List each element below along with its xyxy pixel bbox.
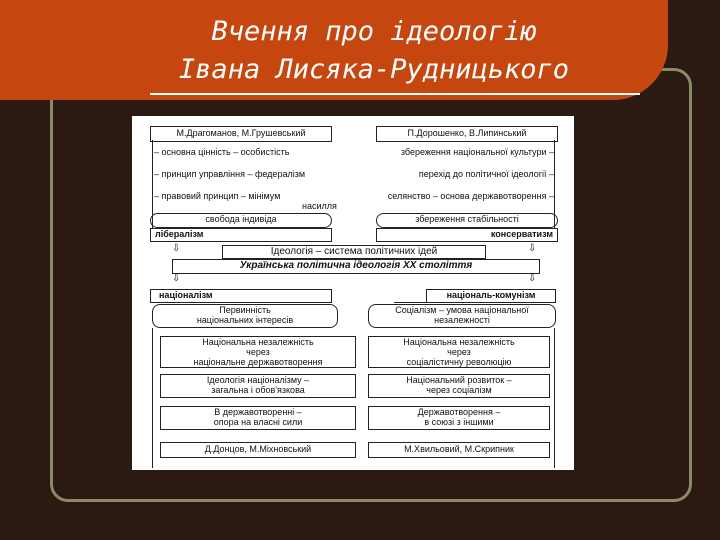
right-box-2-line-2: через соціалізм (426, 385, 492, 395)
slide-title-line-2: Івана Лисяка-Рудницького (178, 54, 570, 85)
right-box-1 (368, 336, 550, 368)
right-value-oval: збереження стабільності (376, 213, 558, 228)
right-oval-2-line-2: незалежності (434, 315, 490, 325)
left-branch-connector (152, 302, 312, 303)
right-box-3-line-1: Державотворення – (417, 407, 501, 417)
left-box-1-line-3: національне державотворення (193, 357, 323, 367)
title-underline (150, 93, 640, 95)
left-box-1-line-2: через (246, 347, 270, 357)
right-box-2-line-1: Національний розвиток – (406, 375, 512, 385)
central-subtitle-box: Українська політична ідеологія XX століття (172, 259, 540, 274)
title-banner (0, 0, 668, 100)
right-footer-box: М.Хвильовий, М.Скрипник (368, 442, 550, 458)
right-oval-2-line-1: Соціалізм – умова національної (395, 305, 529, 315)
left-box-2-line-2: загальна і обов'язкова (211, 385, 305, 395)
left-item-3-cont: насилля (302, 201, 337, 211)
left-item-1: – основна цінність – особистість (154, 147, 290, 157)
right-oval-2 (368, 304, 556, 328)
right-item-3: селянство – основа державотворення – (387, 191, 554, 201)
left-box-2-line-1: Ідеологія націоналізму – (206, 375, 310, 385)
left-arrow-down: ⇩ (172, 273, 181, 284)
left-box-1 (160, 336, 356, 368)
left-box-2 (160, 374, 356, 398)
right-item-1: збереження національної культури – (400, 147, 554, 157)
right-box-3-line-2: в союзі з іншими (424, 417, 494, 427)
left-box-3-line-1: В державотворенні – (214, 407, 302, 417)
left-oval-2-line-1: Первинність (219, 305, 271, 315)
left-branch-box: націоналізм (150, 289, 332, 303)
left-oval-2 (152, 304, 338, 328)
right-box-1-line-3: соціалістичну революцію (406, 357, 512, 367)
left-item-3: – правовий принцип – мінімум (154, 191, 281, 201)
left-footer-box: Д.Донцов, М.Міхновський (160, 442, 356, 458)
left-box-1-line-1: Національна незалежність (202, 337, 314, 347)
left-ideology-box: лібералізм (150, 228, 332, 242)
left-oval-2-line-2: національних інтересів (196, 315, 294, 325)
right-arrow-down: ⇩ (528, 273, 537, 284)
right-item-2: перехід до політичної ідеології – (418, 169, 554, 179)
right-box-1-line-1: Національна незалежність (403, 337, 515, 347)
left-box-3 (160, 406, 356, 430)
left-item-2: – принцип управління – федералізм (154, 169, 306, 179)
slide-title-line-1: Вчення про ідеологію (211, 16, 537, 47)
left-box-3-line-2: опора на власні сили (213, 417, 303, 427)
right-arrow-up: ⇩ (528, 243, 537, 254)
right-chain-line (554, 328, 555, 468)
right-box-3 (368, 406, 550, 430)
right-box-2 (368, 374, 550, 398)
left-chain-line (152, 328, 153, 468)
right-ideology-box: консерватизм (376, 228, 558, 242)
left-authors-box: М.Драгоманов, М.Грушевський (150, 126, 332, 142)
right-branch-box: національ-комунізм (426, 289, 556, 303)
ideology-diagram (132, 116, 574, 470)
central-ideology-box: Ідеологія – система політичних ідей (222, 245, 486, 259)
right-box-1-line-2: через (447, 347, 471, 357)
left-arrow-up: ⇩ (172, 243, 181, 254)
right-authors-box: П.Дорошенко, В.Липинський (376, 126, 558, 142)
left-value-oval: свобода індивіда (150, 213, 332, 228)
right-branch-connector (394, 302, 554, 303)
